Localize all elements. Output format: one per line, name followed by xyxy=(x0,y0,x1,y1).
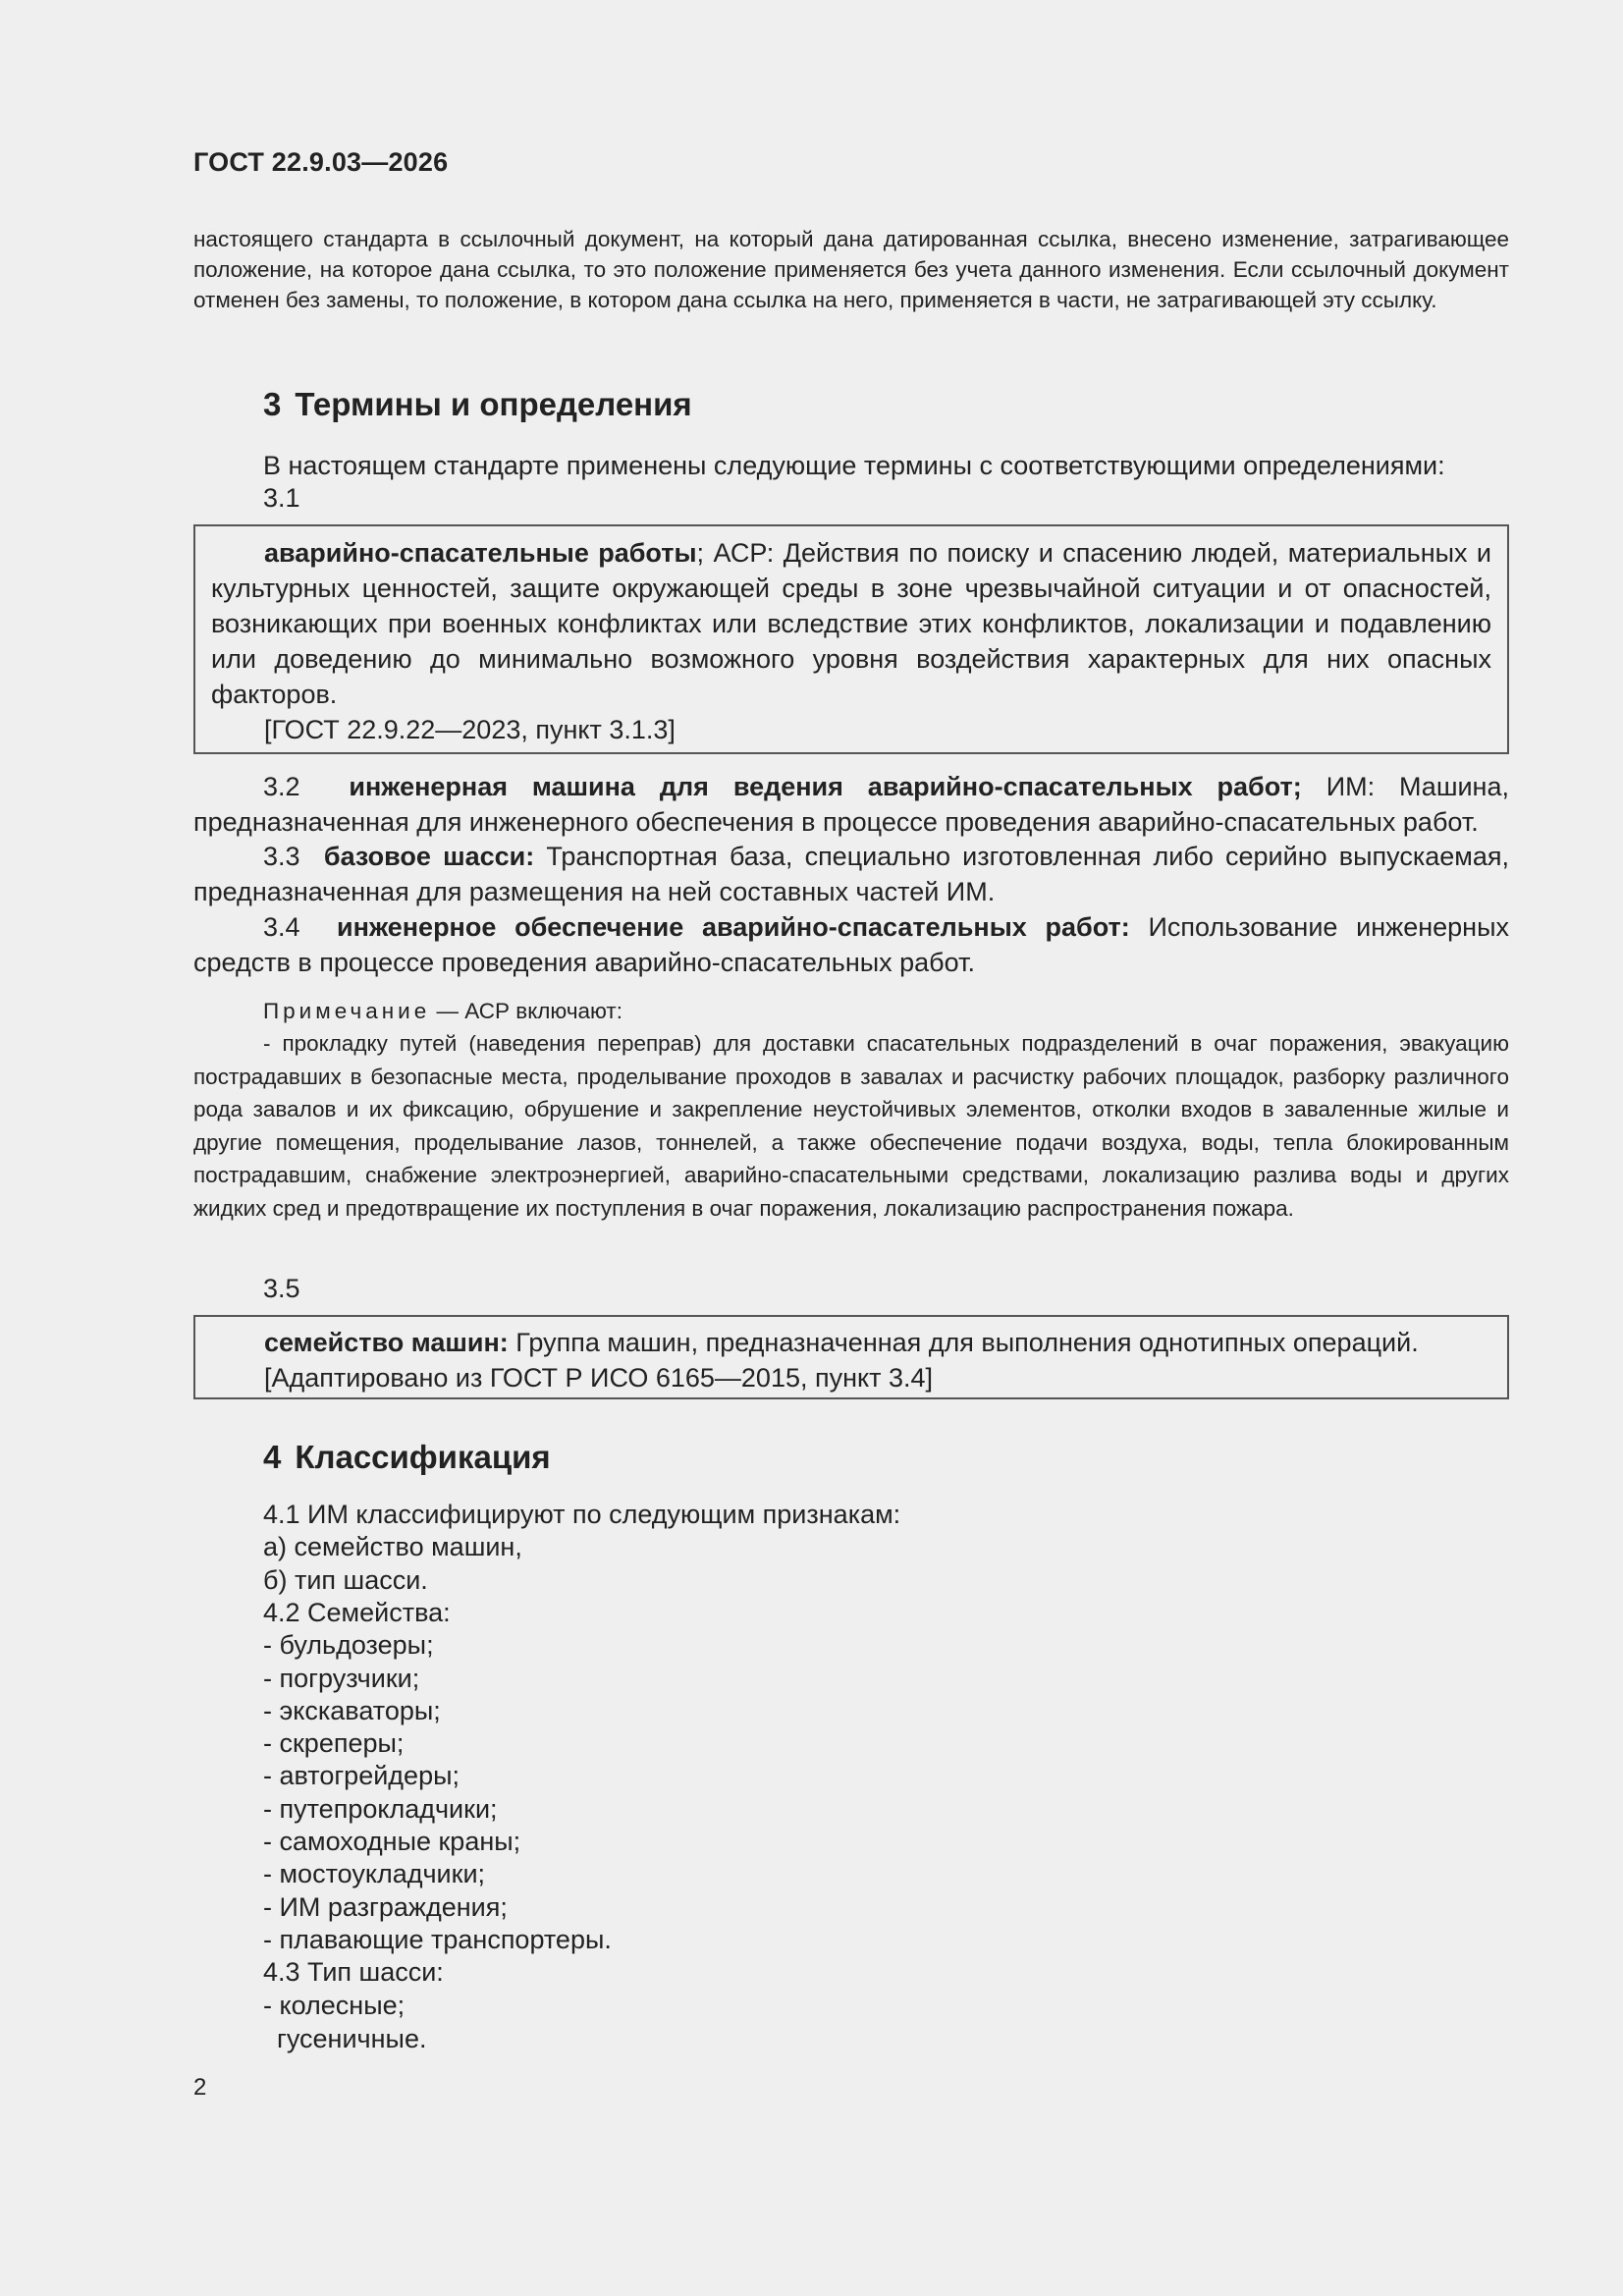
intro-paragraph: настоящего стандарта в ссылочный документ, на который дана датированная ссылка, внесено изменение, затрагивающее положение, на которое дана ссылка, то это положение применяется без учета данного изменения. Если ссылочный документ отменен без замены, то положение, в котором дана ссылка на него, применяется в части, не затрагивающей эту ссылку. xyxy=(193,227,1509,312)
section-4-title: Классификация xyxy=(295,1439,551,1475)
section-4-line: 4.1 ИМ классифицируют по следующим признакам: xyxy=(263,1500,901,1529)
term-3-1-definition-text: Действия по поиску и спасению людей, материальных и культурных ценностей, защите окружающей среды в зоне чрезвычайной ситуации и от опасностей, возникающих при военных конфликтах или вследствие этих конфликтов, локализации и подавлению или доведению до минимально возможного уровня воздействия характерных для них опасных факторов. xyxy=(211,538,1491,709)
term-3-2-definition: ИМ: Машина, предназначенная для инженерного обеспечения в процессе проведения аварийно-спасательных работ. xyxy=(193,772,1509,837)
term-3-5-source: [Адаптировано из ГОСТ Р ИСО 6165—2015, пункт 3.4] xyxy=(264,1363,934,1393)
section-4-line: - колесные; xyxy=(263,1990,406,2020)
term-3-5-definition-text: Группа машин, предназначенная для выполнения однотипных операций. xyxy=(508,1328,1419,1357)
page-number: 2 xyxy=(193,2074,207,2101)
section-4-line: - мостоукладчики; xyxy=(263,1859,486,1889)
term-3-1-definition xyxy=(211,535,1491,712)
note-lead: — АСР включают: xyxy=(430,999,622,1023)
term-3-3 xyxy=(193,839,1509,909)
section-4-line: - бульдозеры; xyxy=(263,1630,434,1661)
term-3-3-number: 3.3 xyxy=(263,842,300,871)
section-4-line: б) тип шасси. xyxy=(263,1564,428,1595)
section-3-heading xyxy=(263,386,692,423)
section-3-lead: В настоящем стандарте применены следующие термины с соответствующими определениями: xyxy=(263,451,1445,480)
note-label: Примечание xyxy=(263,999,431,1023)
term-3-4 xyxy=(193,909,1509,980)
term-3-1-number: 3.1 xyxy=(263,483,300,513)
term-3-4-number: 3.4 xyxy=(263,912,300,942)
note-text: - прокладку путей (наведения переправ) для доставки спасательных подразделений в очаг поражения, эвакуацию пострадавших в безопасные места, проделывание проходов в завалах и расчистку рабочих площадок, разборку различного рода завалов и их фиксацию, обрушение и закрепление неустойчивых элементов, отколки входов в заваленные жилые и другие помещения, проделывание лазов, тоннелей, а также обеспечение подачи воздуха, воды, тепла блокированным пострадавшим, снабжение электроэнергией, аварийно-спасательными средствами, локализацию разлива воды и других жидких сред и предотвращение их поступления в очаг поражения, локализацию распространения пожара. xyxy=(193,1031,1509,1221)
term-3-5-box xyxy=(193,1315,1509,1399)
term-3-1-source: [ГОСТ 22.9.22—2023, пункт 3.1.3] xyxy=(264,715,676,744)
section-3-title: Термины и определения xyxy=(295,386,692,422)
term-3-1-term: аварийно-спасательные работы xyxy=(264,538,697,568)
section-4-line: - плавающие транспортеры. xyxy=(263,1924,612,1954)
section-4-heading xyxy=(263,1439,551,1476)
term-3-3-definition: Транспортная база, специально изготовленная либо серийно выпускаемая, предназначенная для размещения на ней составных частей ИМ. xyxy=(193,842,1509,906)
term-3-4-definition: Использование инженерных средств в процессе проведения аварийно-спасательных работ. xyxy=(193,912,1509,977)
document-header: ГОСТ 22.9.03—2026 xyxy=(193,147,449,177)
section-4-line: - самоходные краны; xyxy=(263,1827,521,1856)
term-3-5-term: семейство машин: xyxy=(264,1328,509,1357)
section-4-line: - экскаваторы; xyxy=(263,1695,441,1725)
section-4-line: - путепрокладчики; xyxy=(263,1793,498,1824)
list-item-tracked: гусеничные. xyxy=(277,2024,427,2053)
note-heading xyxy=(193,995,1509,1028)
term-3-1-box xyxy=(193,524,1509,754)
term-3-1-abbr: ; АСР: xyxy=(696,538,784,568)
section-4-line: 4.2 Семейства: xyxy=(263,1597,451,1627)
term-3-2-number: 3.2 xyxy=(263,772,300,801)
section-4-line: а) семейство машин, xyxy=(263,1532,522,1562)
section-4-line: - погрузчики; xyxy=(263,1663,420,1693)
term-3-4-term: инженерное обеспечение аварийно-спасательных работ: xyxy=(337,912,1130,942)
term-3-5-definition xyxy=(211,1325,1491,1360)
term-3-2-term: инженерная машина для ведения аварийно-спасательных работ; xyxy=(349,772,1302,801)
term-3-2 xyxy=(193,769,1509,840)
section-4-line: - автогрейдеры; xyxy=(263,1761,460,1791)
term-3-3-term: базовое шасси: xyxy=(323,842,535,871)
term-3-5-number: 3.5 xyxy=(263,1274,300,1303)
section-4-number: 4 xyxy=(263,1439,282,1475)
section-4-line: 4.3 Тип шасси: xyxy=(263,1957,444,1988)
section-3-number: 3 xyxy=(263,386,282,422)
section-4-line: - ИМ разграждения; xyxy=(263,1891,508,1922)
section-4-line: - скреперы; xyxy=(263,1728,405,1759)
